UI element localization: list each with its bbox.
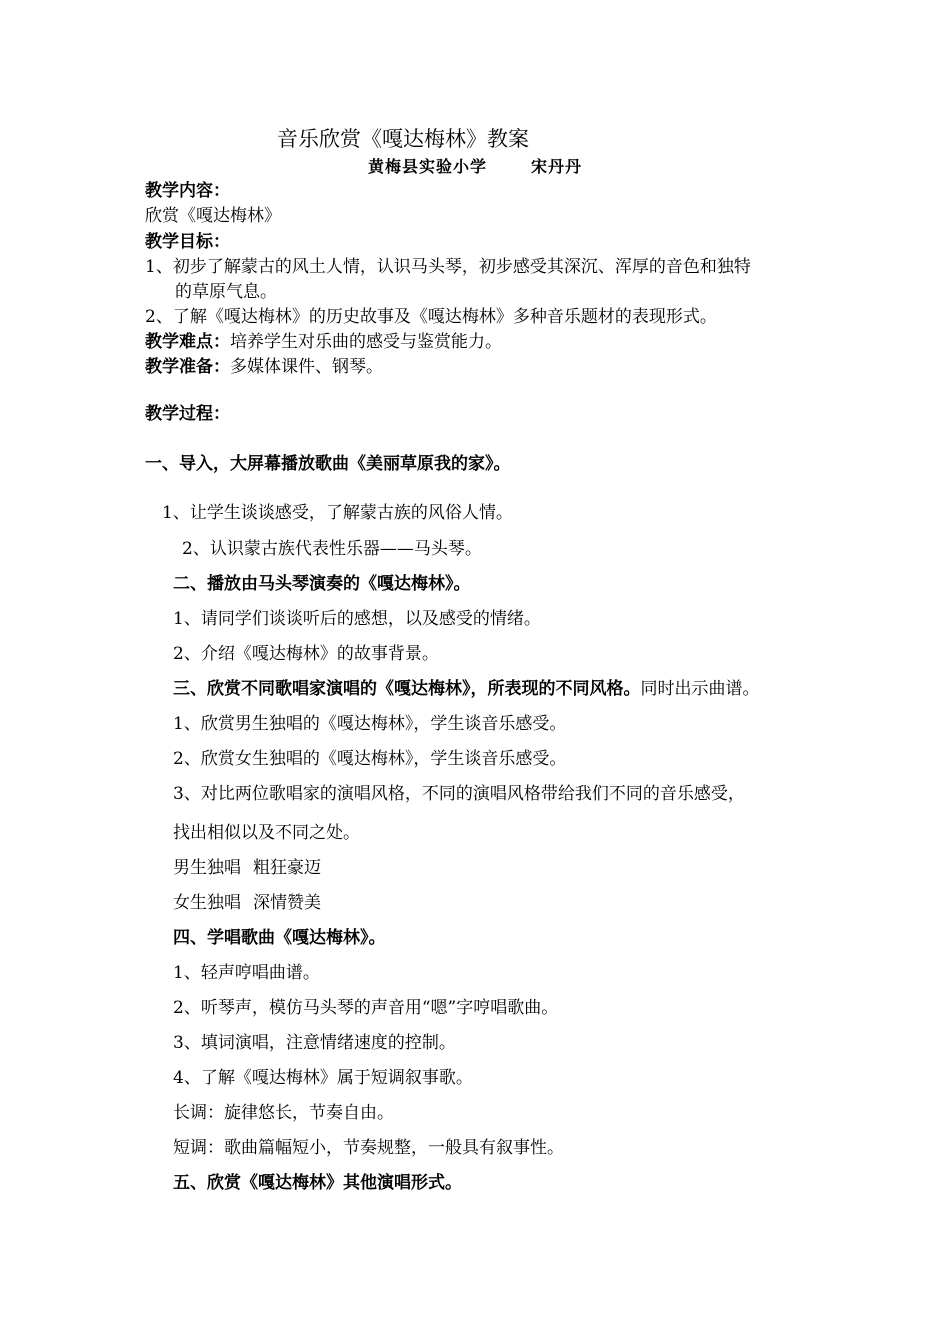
section-3-heading-line [173,678,760,700]
goals-label: 教学目标： [145,232,230,252]
section-3-heading-tail: 同时出示曲谱。 [640,679,760,699]
section-1-heading: 一、导入，大屏幕播放歌曲《美丽草原我的家》。 [145,454,511,474]
process-label: 教学过程： [145,404,230,424]
content-label: 教学内容： [145,181,230,201]
section-4-heading: 四、学唱歌曲《嘎达梅林》。 [173,928,386,948]
content-text: 欣赏《嘎达梅林》 [145,206,281,226]
goal-1-line-2: 的草原气息。 [175,282,277,302]
section-3-item-3-line-1: 3、对比两位歌唱家的演唱风格，不同的演唱风格带给我们不同的音乐感受， [173,784,745,804]
difficulty-line [145,331,502,353]
prep-label: 教学准备： [145,357,230,377]
male-solo-label: 男生独唱 [173,858,241,878]
section-2-item-1: 1、请同学们谈谈听后的感想，以及感受的情绪。 [173,609,541,629]
goal-2: 2、了解《嘎达梅林》的历史故事及《嘎达梅林》多种音乐题材的表现形式。 [145,307,717,327]
section-4-item-2: 2、听琴声，模仿马头琴的声音用“嗯”字哼唱歌曲。 [173,998,559,1018]
section-3-item-2: 2、欣赏女生独唱的《嘎达梅林》，学生谈音乐感受。 [173,749,567,769]
long-tune-definition: 长调：旋律悠长，节奏自由。 [173,1103,394,1123]
section-1-item-2: 2、认识蒙古族代表性乐器——马头琴。 [182,539,482,559]
difficulty-label: 教学难点： [145,332,230,352]
author-name: 宋丹丹 [531,157,583,176]
prep-text: 多媒体课件、钢琴。 [230,357,383,377]
short-tune-definition: 短调：歌曲篇幅短小，节奏规整，一般具有叙事性。 [173,1138,564,1158]
female-solo-text: 深情赞美 [253,893,321,913]
section-4-item-3: 3、填词演唱，注意情绪速度的控制。 [173,1033,456,1053]
female-solo-label: 女生独唱 [173,893,241,913]
difficulty-text: 培养学生对乐曲的感受与鉴赏能力。 [230,332,502,352]
male-solo-text: 粗狂豪迈 [253,858,321,878]
goal-1-line-1: 1、初步了解蒙古的风土人情，认识马头琴，初步感受其深沉、浑厚的音色和独特 [145,257,751,277]
section-2-item-2: 2、介绍《嘎达梅林》的故事背景。 [173,644,439,664]
section-5-heading: 五、欣赏《嘎达梅林》其他演唱形式。 [173,1173,462,1193]
male-solo-line [173,857,321,879]
section-2-heading: 二、播放由马头琴演奏的《嘎达梅林》。 [173,574,471,594]
section-3-item-3-line-2: 找出相似以及不同之处。 [173,823,360,843]
section-3-heading: 三、欣赏不同歌唱家演唱的《嘎达梅林》，所表现的不同风格。 [173,679,641,699]
section-4-item-4: 4、了解《嘎达梅林》属于短调叙事歌。 [173,1068,473,1088]
section-1-item-1: 1、让学生谈谈感受，了解蒙古族的风俗人情。 [162,503,513,523]
section-4-item-1: 1、轻声哼唱曲谱。 [173,963,320,983]
section-3-item-1: 1、欣赏男生独唱的《嘎达梅林》，学生谈音乐感受。 [173,714,567,734]
prep-line [145,356,383,378]
female-solo-line [173,892,321,914]
author-line [368,156,582,178]
document-title: 音乐欣赏《嘎达梅林》教案 [277,127,529,151]
author-school: 黄梅县实验小学 [368,157,488,176]
